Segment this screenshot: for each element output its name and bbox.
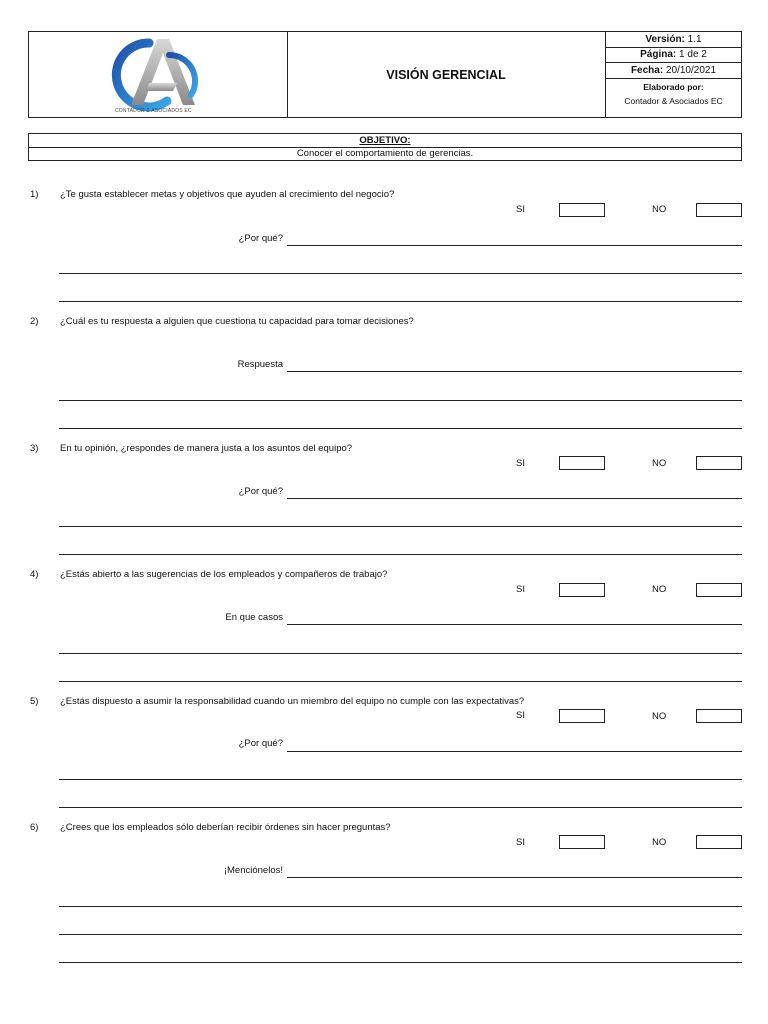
field-label: ¿Por qué? [238, 738, 283, 749]
yes-checkbox[interactable] [559, 456, 605, 470]
question-text: ¿Estás abierto a las sugerencias de los empleados y compañeros de trabajo? [60, 569, 388, 580]
no-checkbox[interactable] [696, 203, 742, 217]
no-label: NO [652, 584, 667, 595]
yes-checkbox[interactable] [559, 835, 605, 849]
answer-line[interactable] [59, 906, 742, 907]
version-row [606, 32, 741, 48]
question-number: 5) [30, 696, 39, 707]
page-row [606, 48, 741, 63]
answer-line[interactable] [59, 428, 742, 429]
prepared-label: Elaborado por: [643, 82, 704, 92]
answer-line[interactable] [59, 681, 742, 682]
version-value: 1.1 [687, 34, 702, 45]
objective-box [28, 133, 742, 161]
answer-line[interactable] [59, 934, 742, 935]
objective-heading: OBJETIVO: [29, 134, 741, 148]
field-label: ¿Por qué? [238, 233, 283, 244]
yes-label: SI [516, 458, 525, 469]
no-label: NO [652, 711, 667, 722]
question-number: 3) [30, 443, 39, 454]
field-label: En que casos [225, 612, 283, 623]
question-text: En tu opinión, ¿respondes de manera justa a los asuntos del equipo? [60, 443, 353, 454]
answer-line[interactable] [287, 371, 742, 372]
document-title: VISIÓN GERENCIAL [386, 67, 506, 82]
answer-line[interactable] [59, 301, 742, 302]
document-header [28, 31, 742, 118]
answer-line[interactable] [59, 962, 742, 963]
question-number: 2) [30, 316, 39, 327]
answer-line[interactable] [59, 554, 742, 555]
yes-label: SI [516, 710, 525, 721]
no-checkbox[interactable] [696, 583, 742, 597]
question-text: ¿Crees que los empleados sólo deberían recibir órdenes sin hacer preguntas? [60, 822, 391, 833]
logo-graphic [91, 35, 211, 117]
answer-line[interactable] [59, 653, 742, 654]
date-row [606, 63, 741, 79]
answer-line[interactable] [287, 751, 742, 752]
page-label: Página: [640, 49, 677, 60]
no-checkbox[interactable] [696, 835, 742, 849]
yes-label: SI [516, 837, 525, 848]
answer-line[interactable] [287, 245, 742, 246]
page-value: 1 de 2 [679, 49, 707, 60]
answer-line[interactable] [287, 624, 742, 625]
yes-label: SI [516, 584, 525, 595]
yes-label: SI [516, 204, 525, 215]
answer-line[interactable] [59, 779, 742, 780]
date-label: Fecha: [630, 65, 664, 76]
no-label: NO [652, 458, 667, 469]
no-label: NO [652, 837, 667, 848]
no-checkbox[interactable] [696, 709, 742, 723]
question-number: 1) [30, 189, 39, 200]
no-label: NO [652, 204, 667, 215]
field-label: ¡Menciónelos! [223, 865, 283, 876]
prepared-value: Contador & Asociados EC [624, 96, 723, 106]
no-checkbox[interactable] [696, 456, 742, 470]
question-text: ¿Te gusta establecer metas y objetivos que ayuden al crecimiento del negocio? [60, 189, 395, 200]
prepared-by [606, 80, 741, 117]
field-label: ¿Por qué? [238, 486, 283, 497]
question-text: ¿Estás dispuesto a asumir la responsabilidad cuando un miembro del equipo no cumple con las expectativas? [60, 696, 525, 707]
objective-text: Conocer el comportamiento de gerencias. [296, 148, 474, 159]
date-value: 20/10/2021 [665, 65, 717, 76]
answer-line[interactable] [59, 526, 742, 527]
question-number: 6) [30, 822, 39, 833]
answer-line[interactable] [287, 877, 742, 878]
answer-line[interactable] [59, 273, 742, 274]
answer-line[interactable] [59, 807, 742, 808]
company-logo [91, 35, 211, 117]
yes-checkbox[interactable] [559, 583, 605, 597]
logo-text: CONTADOR & ASOCIADOS EC [115, 108, 192, 114]
question-number: 4) [30, 569, 39, 580]
yes-checkbox[interactable] [559, 709, 605, 723]
version-label: Versión: [645, 34, 685, 45]
answer-line[interactable] [287, 498, 742, 499]
field-label: Respuesta [237, 359, 283, 370]
answer-line[interactable] [59, 400, 742, 401]
question-text: ¿Cuál es tu respuesta a alguien que cuestiona tu capacidad para tomar decisiones? [60, 316, 414, 327]
yes-checkbox[interactable] [559, 203, 605, 217]
